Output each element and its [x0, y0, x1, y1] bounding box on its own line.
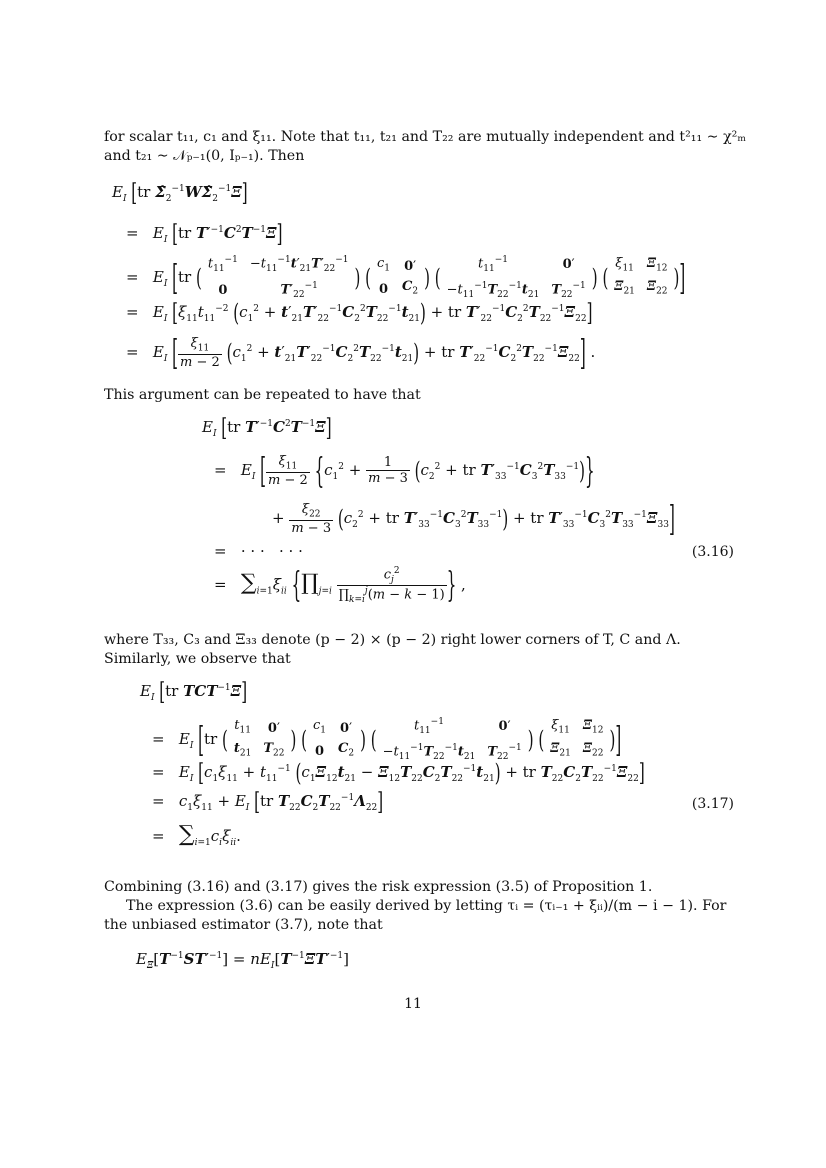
equation-line: = $E_I$ [$c_1\xi_{11} + t_{11}^{-1}$ $(c_1\Xi_{12}t_{21} - \Xi_{12}T_{22}C_2T_{22}^{-1}t_{21})$ + tr $T_{22}C_2T_{22}^{-1}\Xi_{22}$]: [152, 758, 645, 788]
equation-line: = $E_I$ [ $\frac{\xi_{11}}{m - 2}$ {$c_1^2$ + $\frac{1}{m - 3}$ ($c_2^2$ + tr $T'_{33}^{-1}C_3^2T_{33}^{-1}$)}: [214, 450, 595, 492]
equation-line: + $\frac{\xi_{22}}{m - 3}$ ($c_2^2$ + tr $T'_{33}^{-1}C_3^2T_{33}^{-1}$) + tr $T'_{33}^{-1}C_3^2T_{33}^{-1}\Xi_{33}$]: [272, 498, 675, 540]
equation-line: $E_I$ [tr $T'^{-1}C^2T^{-1}\Xi$]: [202, 413, 332, 443]
equation-number: (3.17): [691, 796, 734, 812]
equation-line: = $E_I$ [$\xi_{11}t_{11}^{-2}$ $(c_1^2 + t'_{21}T'_{22}^{-1}C_2^2T_{22}^{-1}t_{21})$ + tr $T'_{22}^{-1}C_2^2T_{22}^{-1}\Xi_{22}$]: [126, 298, 593, 328]
equation-line: = $\sum_{i=1}\xi_{ii}$ {$\prod_{j=i}$ $\frac{c_j^2}{\prod_{k=i}^j(m - k - 1)}$ } ,: [214, 564, 466, 607]
paragraph-line: This argument can be repeated to have that: [104, 387, 421, 403]
paragraph-line: where T₃₃, C₃ and Ξ₃₃ denote (p − 2) × (p − 2) right lower corners of T, C and Λ.: [104, 632, 681, 648]
page-number: 11: [404, 996, 422, 1012]
equation-line: = $c_1\xi_{11} + E_I$ [tr $T_{22}C_2T_{22}^{-1}\Lambda_{22}$]: [152, 787, 384, 817]
equation-line: $E_I$ [tr $TCT^{-1}\Xi$]: [140, 677, 248, 707]
equation-line: $E_\Xi[T^{-1}ST'^{-1}] = nE_I[T^{-1}\Xi T'^{-1}]$: [136, 950, 350, 971]
equation-line: $E_I$ [tr $\Sigmâ_2^{-1}W\Sigmâ_2^{-1}\Xi$]: [112, 178, 248, 208]
equation-line: = $E_I$ [tr ( $t_{11}$ 0′ $t_{21}$ $T_{22}$ ) ( $c_1$ 0′ 0 $C_2$ ) ( $t_{11}^{-1}$ 0′ $-t_{11}^{-1}T_{22}^{-1}t_{21}$ $T_{22}^{-1}$ ) ( $\xi_{11}$ $\Xi_{12}$ $\Xi_{21}$ $\Xi_{22}$ )]: [152, 717, 622, 762]
paragraph-line: and t₂₁ ∼ 𝒩ₚ₋₁(0, Iₚ₋₁). Then: [104, 148, 305, 164]
paragraph-line: for scalar t₁₁, c₁ and ξ₁₁. Note that t₁₁, t₂₁ and T₂₂ are mutually independent and t²₁₁ ∼ χ²ₘ: [104, 129, 747, 145]
paragraph-line: Similarly, we observe that: [104, 651, 291, 667]
equation-number: (3.16): [691, 544, 734, 560]
equation-line: = $\sum_{i=1}c_i\xi_{ii}$.: [152, 822, 241, 848]
equation-line: = $E_I$ [tr $T'^{-1}C^2T^{-1}\Xi$]: [126, 219, 283, 249]
equation-line: = $E_I$ [ $\frac{\xi_{11}}{m - 2}$ $(c_1^2 + t'_{21}T'_{22}^{-1}C_2^2T_{22}^{-1}t_{21})$ + tr $T'_{22}^{-1}C_2^2T_{22}^{-1}\Xi_{22}$] .: [126, 332, 596, 374]
equation-line: = · · · · · ·: [214, 542, 303, 560]
paragraph-line: Combining (3.16) and (3.17) gives the risk expression (3.5) of Proposition 1.: [104, 879, 653, 895]
paragraph-line: the unbiased estimator (3.7), note that: [104, 917, 383, 933]
paragraph-line: The expression (3.6) can be easily derived by letting τᵢ = (τᵢ₋₁ + ξᵢᵢ)/(m − i − 1). For: [126, 898, 727, 914]
equation-line: = $E_I$ [tr ( $t_{11}^{-1}$ $-t_{11}^{-1}t'_{21}T'_{22}^{-1}$ 0 $T'_{22}^{-1}$ ) ( $c_1$ 0′ 0 $C_2$ ) ( $t_{11}^{-1}$ 0′ $-t_{11}^{-1}T_{22}^{-1}t_{21}$ $T_{22}^{-1}$ ) ( $\xi_{11}$ $\Xi_{12}$ $\Xi_{21}$ $\Xi_{22}$ )]: [126, 255, 686, 300]
